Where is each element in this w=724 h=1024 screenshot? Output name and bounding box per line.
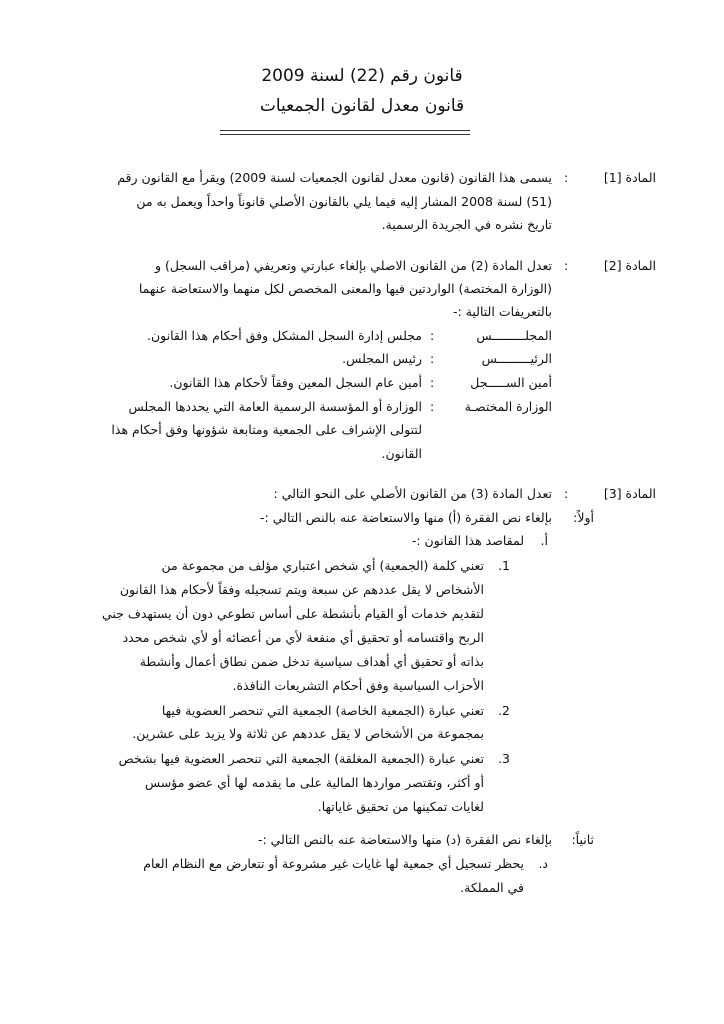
- article-2-colon: :: [564, 258, 569, 273]
- item-number: 2.: [498, 703, 510, 718]
- article-1-line-1: يسمى هذا القانون (قانون معدل لقانون الجمعيات لسنة 2009) ويقرأ مع القانون رقم: [117, 170, 552, 185]
- sub-d-label: د.: [538, 856, 548, 871]
- definition-text: رئيس المجلس.: [342, 351, 422, 366]
- article-2-line-1: تعدل المادة (2) من القانون الاصلي بإلغاء عبارتي وتعريفي (مراقب السجل) و: [154, 258, 552, 273]
- definition-text: القانون.: [381, 446, 422, 461]
- item-number: 3.: [498, 751, 510, 766]
- law-title: قانون رقم (22) لسنة 2009: [261, 66, 463, 86]
- item-2-line: بمجموعة من الأشخاص لا يقل عددهم عن ثلاثة ولا يزيد على عشرين.: [132, 726, 484, 741]
- sub-a-label: أ.: [540, 533, 548, 548]
- article-1-line-2: (51) لسنة 2008 المشار إليه فيما يلي بالقانون الأصلي قانوناً واحداً ويعمل به من: [136, 194, 552, 209]
- item-1-line: لتقديم خدمات أو القيام بأنشطة على أساس تطوعي دون أن يستهدف جني: [102, 606, 484, 621]
- title-divider: [220, 130, 470, 131]
- definition-colon: :: [430, 351, 435, 366]
- sub-a-text: لمقاصد هذا القانون :-: [411, 533, 524, 548]
- article-2-label: المادة [2]: [603, 258, 656, 273]
- definition-colon: :: [430, 399, 435, 414]
- definition-text: مجلس إدارة السجل المشكل وفق أحكام هذا القانون.: [147, 328, 422, 343]
- first-label: أولاً:: [573, 510, 594, 525]
- first-text: بإلغاء نص الفقرة (أ) منها والاستعاضة عنه بالنص التالي :-: [260, 510, 552, 525]
- definition-term: المجلـــــــــس: [476, 328, 552, 343]
- item-3-line: أو أكثر، وتقتصر مواردها المالية على ما يقدمه لها أي عضو مؤسس: [144, 775, 484, 790]
- article-1-colon: :: [564, 170, 569, 185]
- sub-d-line: في المملكة.: [460, 880, 524, 895]
- item-3-line: لغايات تمكينها من تحقيق غاياتها.: [317, 799, 484, 814]
- definition-text: لتتولى الإشراف على الجمعية ومتابعة شؤونها وفق أحكام هذا: [111, 422, 422, 437]
- article-3-label: المادة [3]: [603, 486, 656, 501]
- article-1-line-3: تاريخ نشره في الجريدة الرسمية.: [381, 217, 552, 232]
- item-3-line: تعني عبارة (الجمعية المغلقة) الجمعية التي تنحصر العضوية فيها بشخص: [118, 751, 484, 766]
- article-2-line-3: بالتعريفات التالية :-: [453, 304, 552, 319]
- definition-text: أمين عام السجل المعين وفقاً لأحكام هذا القانون.: [169, 375, 422, 390]
- item-1-line: تعني كلمة (الجمعية) أي شخص اعتباري مؤلف من مجموعة من: [161, 558, 484, 573]
- item-1-line: بذاته أو تحقيق أي أهداف سياسية تدخل ضمن نطاق أعمال وأنشطة: [139, 654, 484, 669]
- second-text: بإلغاء نص الفقرة (د) منها والاستعاضة عنه بالنص التالي :-: [257, 832, 552, 847]
- title-divider-2: [220, 134, 470, 135]
- article-2-line-2: (الوزارة المختصة) الواردتين فيها والمعنى المخصص لكل منهما والاستعاضة عنهما: [138, 281, 552, 296]
- law-subtitle: قانون معدل لقانون الجمعيات: [259, 96, 465, 116]
- definition-text: الوزارة أو المؤسسة الرسمية العامة التي يحددها المجلس: [128, 399, 422, 414]
- definition-term: الوزارة المختصـة: [464, 399, 552, 414]
- sub-d-line: يحظر تسجيل أي جمعية لها غايات غير مشروعة أو تتعارض مع النظام العام: [143, 856, 524, 871]
- article-3-intro: تعدل المادة (3) من القانون الأصلي على النحو التالي :: [273, 486, 552, 501]
- definition-term: الرئيـــــــــس: [481, 351, 552, 366]
- second-label: ثانياً:: [571, 832, 594, 847]
- item-1-line: الربح واقتسامه أو تحقيق أي منفعة لأي من أعضائه أو لأي شخص محدد: [122, 630, 484, 645]
- definition-term: أمين الســـــجل: [470, 375, 552, 390]
- definition-colon: :: [430, 328, 435, 343]
- definition-colon: :: [430, 375, 435, 390]
- item-2-line: تعني عبارة (الجمعية الخاصة) الجمعية التي تنحصر العضوية فيها: [161, 703, 484, 718]
- item-1-line: الأحزاب السياسية وفق أحكام التشريعات النافذة.: [232, 678, 484, 693]
- item-1-line: الأشخاص لا يقل عددهم عن سبعة ويتم تسجيله وفقاً لأحكام هذا القانون: [119, 582, 484, 597]
- article-1-label: المادة [1]: [603, 170, 656, 185]
- article-3-colon: :: [564, 486, 569, 501]
- item-number: 1.: [498, 558, 510, 573]
